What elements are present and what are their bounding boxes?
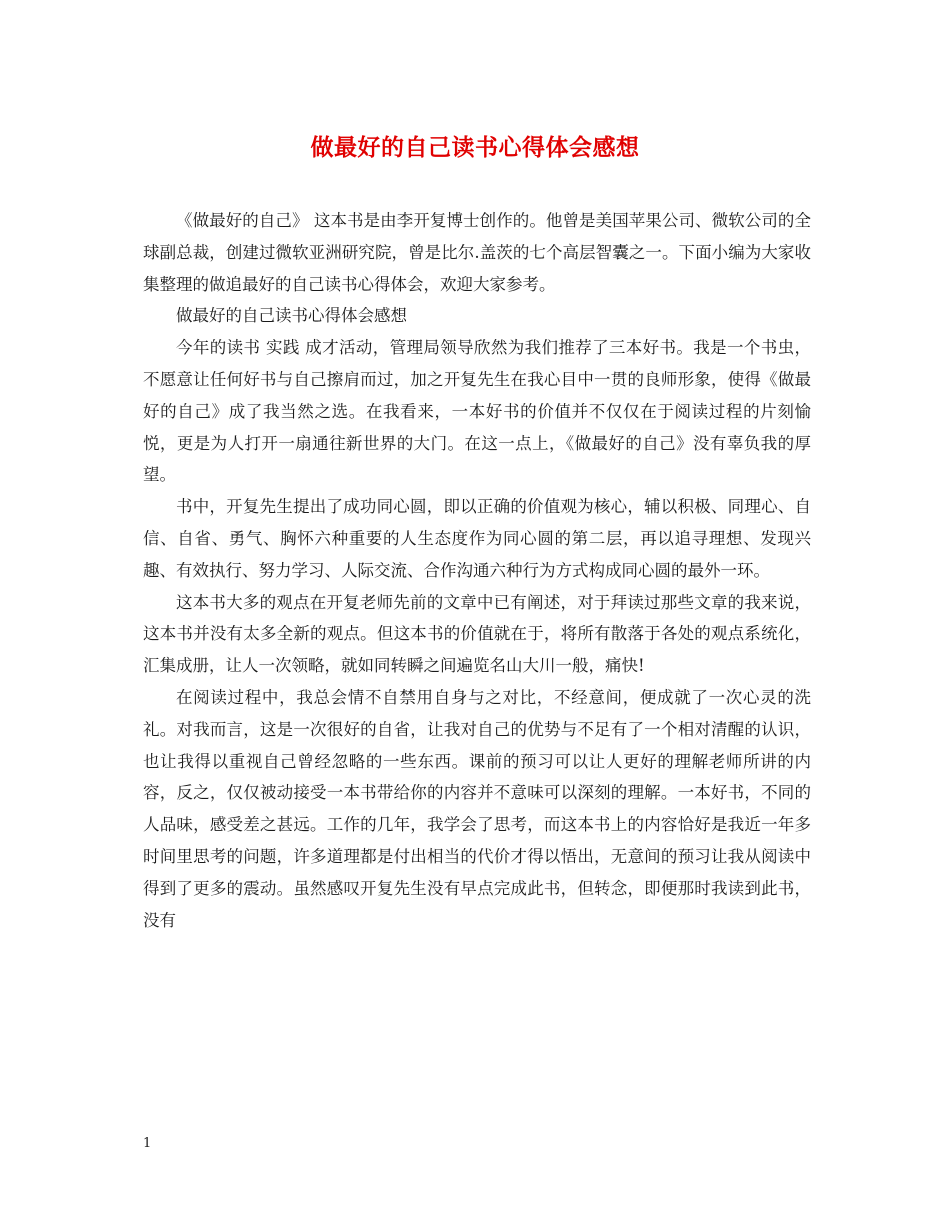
page-number: 1 — [143, 1136, 152, 1151]
document-body — [143, 205, 811, 936]
paragraph-subheading: 做最好的自己读书心得体会感想 — [176, 306, 407, 326]
paragraph-1: 今年的读书 实践 成才活动，管理局领导欣然为我们推荐了三本好书。我是一个书虫，不愿意让任何好书与自己擦肩而过，加之开复先生在我心目中一贯的良师形象，使得《做最好的自己》成了我当然之选。在我看来，一本好书的价值并不仅仅在于阅读过程的片刻愉悦，更是为人打开一扇通往新世界的大门。在这一点上，《做最好的自己》没有辜负我的厚望。 — [143, 338, 811, 485]
paragraph-4: 在阅读过程中，我总会情不自禁用自身与之对比，不经意间，便成就了一次心灵的洗礼。对我而言，这是一次很好的自省，让我对自己的优势与不足有了一个相对清醒的认识，也让我得以重视自己曾经忽略的一些东西。课前的预习可以让人更好的理解老师所讲的内容，反之，仅仅被动接受一本书带给你的内容并不意味可以深刻的理解。一本好书，不同的人品味，感受差之甚远。工作的几年，我学会了思考，而这本书上的内容恰好是我近一年多时间里思考的问题，许多道理都是付出相当的代价才得以悟出，无意间的预习让我从阅读中得到了更多的震动。虽然感叹开复先生没有早点完成此书，但转念，即便那时我读到此书，没有 — [143, 687, 811, 930]
paragraph-intro: 《做最好的自己》 这本书是由李开复博士创作的。他曾是美国苹果公司、微软公司的全球副总裁，创建过微软亚洲研究院，曾是比尔.盖茨的七个高层智囊之一。下面小编为大家收集整理的做追最好的自己读书心得体会，欢迎大家参考。 — [143, 211, 811, 294]
document-title: 做最好的自己读书心得体会感想 — [310, 134, 640, 161]
paragraph-2: 书中，开复先生提出了成功同心圆，即以正确的价值观为核心，辅以积极、同理心、自信、自省、勇气、胸怀六种重要的人生态度作为同心圆的第二层，再以追寻理想、发现兴趣、有效执行、努力学习、人际交流、合作沟通六种行为方式构成同心圆的最外一环。 — [143, 497, 811, 580]
paragraph-3: 这本书大多的观点在开复老师先前的文章中已有阐述，对于拜读过那些文章的我来说，这本书并没有太多全新的观点。但这本书的价值就在于，将所有散落于各处的观点系统化，汇集成册，让人一次领略，就如同转瞬之间遍览名山大川一般，痛快! — [143, 592, 811, 676]
